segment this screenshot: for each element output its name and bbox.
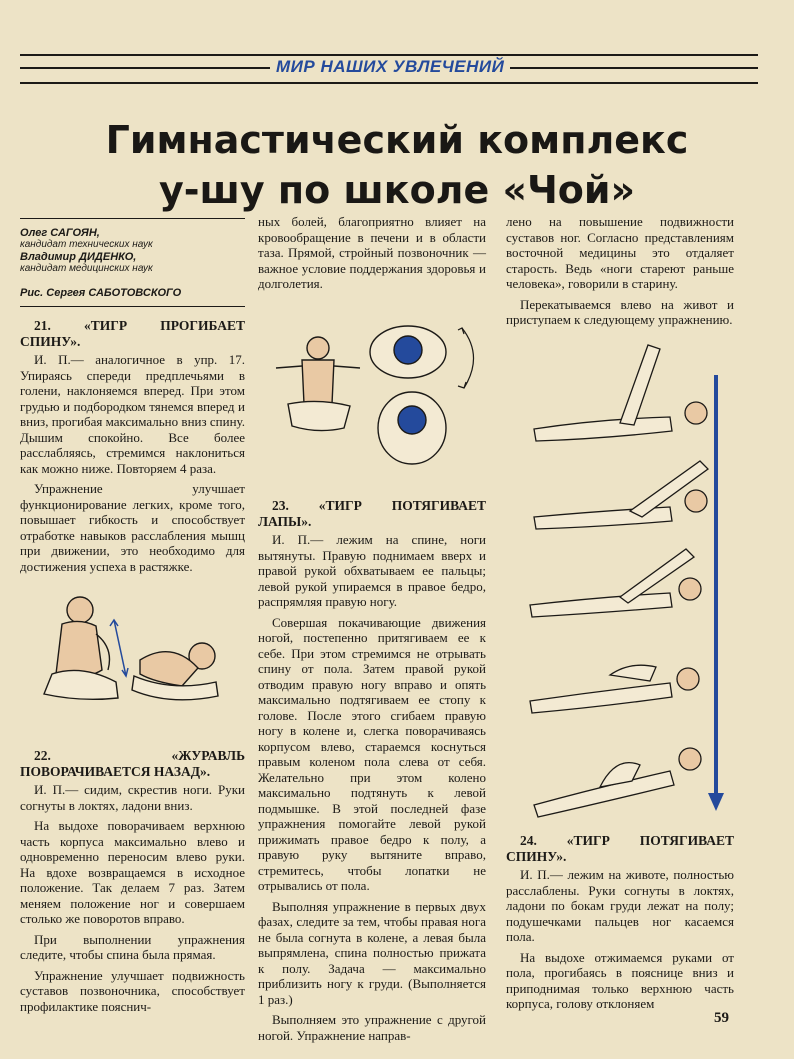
exercise-22-paragraph: На выдохе поворачиваем верхнюю часть корпуса максимально влево и одновременно переносим влево руки. На вдохе возвращаемся в исходное положение. Так делаем 7 раз. Затем меняем положение ног и совершаем столько же поворотов вправо. [20,818,245,926]
figure-legs [44,670,118,699]
figure-head [67,597,93,623]
exercise-24-paragraph: На выдохе отжимаемся руками от пола, прогибаясь в пояснице вниз и приподнимая только верхнюю часть корпуса, голову отклоняем [506,949,734,1011]
illustrator-credit: Рис. Сергея САБОТОВСКОГО [20,287,182,299]
authors-rule [20,306,245,307]
exercise-23-paragraph: Выполняем это упражнение с другой ногой. Упражнение направ- [258,1012,486,1043]
exercise-24-title: 24. «ТИГР ПОТЯГИВАЕТ СПИНУ». [506,833,734,864]
rubric-header [20,48,758,88]
pose-4 [530,665,699,713]
author1-name: Олег САГОЯН, [20,227,100,239]
page-number: 59 [714,1010,729,1026]
exercise-23-title: 23. «ТИГР ПОТЯГИВАЕТ ЛАПЫ». [258,498,486,529]
exercise-22-paragraph: При выполнении упражнения следите, чтобы спина была прямая. [20,931,245,962]
figure-head [307,337,329,359]
author2-degree: кандидат медицинских наук [20,263,153,274]
pose-5 [534,748,701,817]
column-1-top [20,318,245,579]
figure-torso [302,360,334,404]
figure-torso [56,621,102,677]
rubric-rule-top [20,54,758,56]
author1-degree: кандидат технических наук [20,239,153,250]
exercise-23-illustration [500,335,750,825]
exercise-22-paragraph: И. П.— сидим, скрестив ноги. Руки согнуты в локтях, ладони вниз. [20,782,245,813]
rubric-rule-bottom [20,82,758,84]
figure-head-top [394,336,422,364]
exercise-23-paragraph: Выполняя упражнение в первых двух фазах, следите за тем, чтобы правая нога не была согнута в колене, а левая была выпрямлена, спина полностью прижата к полу. Задача — максимально приблизить ногу к груди. (Выполняется 1 раз.) [258,898,486,1007]
article-title-line2: у-шу по школе «Чой» [158,168,636,212]
figure-legs [288,401,350,430]
exercise-23-paragraph: Совершая покачивающие движения ногой, постепенно притягиваем ее к себе. При этом стремимся не отрывать спину от пола. Затем правой рукой отводим правую ногу вправо и опять максимально подтягиваем ее стопу к голове. После этого сгибаем правую ногу в колене и, слегка поворачиваясь корпусом влево, стараемся коснуться правым коленом пола слева от себя. Желательно при этом колено максимально подтянуть к левой подмышке. В этой последней фазе упражнения помогайте левой рукой прижимать правое бедро к полу, а правую руку вытяните вправо, стремитесь, чтобы лопатки не отрывались от пола. [258,614,486,893]
column-1-bottom [20,748,245,1019]
rotation-arrow-icon [458,328,474,388]
exercise-21-title: 21. «ТИГР ПРОГИБАЕТ СПИНУ». [20,318,245,349]
exercise-22-illustration [262,308,490,486]
pose-1 [534,345,707,441]
exercise-21-illustration [22,590,244,715]
column-2-continuation: ных болей, благоприятно влияет на кровообращение в печени и в области таза. Прямой, стройный позвоночник — важное условие поддержания здоровья и долголетия. [258,214,486,291]
exercise-24-paragraph: И. П.— лежим на животе, полностью расслаблены. Руки согнуты в локтях, ладони по бокам груди лежат на полу; подушечками пальцев ног касаемся пола. [506,867,734,944]
column-2-bottom [258,498,486,1048]
article-title-line1: Гимнастический комплекс [105,118,689,162]
column-2-top [258,214,486,297]
pose-2 [534,461,708,529]
motion-arrow-icon [110,620,128,676]
exercise-22-title: 22. «ЖУРАВЛЬ ПОВОРАЧИВАЕТСЯ НАЗАД». [20,748,245,779]
column-3-bottom [506,833,734,1017]
exercise-23-paragraph: И. П.— лежим на спине, ноги вытянуты. Правую поднимаем вверх и правой рукой обхватываем ее пальцы; левой рукой упираемся в правое бедро, распрямляя правую ногу. [258,532,486,609]
exercise-22-paragraph: Упражнение улучшает подвижность суставов позвоночника, способствует профилактике пояснич- [20,967,245,1014]
exercise-21-paragraph: И. П.— аналогичное в упр. 17. Упираясь спереди предплечьями в голени, наклоняемся вперед. При этом грудью и подбородком тянемся вперед и вниз, прогибая максимально вниз спину. Дышим спокойно. Все более расслабляясь, стремимся наклониться как можно ниже. Повторяем 4 раза. [20,352,245,476]
down-arrow-icon [708,375,724,811]
exercise-21-paragraph: Упражнение улучшает функционирование легких, кроме того, повышает гибкость и способствует отработке навыков расслабления мышц при движении, это необходимо для достижения успеха в растяжке. [20,481,245,574]
pose-3 [530,549,701,617]
rubric-label: МИР НАШИХ УВЛЕЧЕНИЙ [270,57,510,77]
column-3-top [506,214,734,333]
column-3-paragraph: Перекатываемся влево на живот и приступаем к следующему упражнению. [506,296,734,327]
column-3-continuation: лено на повышение подвижности суставов ног. Согласно представлениям восточной медицины это отдаляет старость. Ведь «ноги стареют раньше человека», говорили в старину. [506,214,734,291]
author2-name: Владимир ДИДЕНКО, [20,251,137,263]
authors-block [20,218,245,299]
figure-head-top [398,406,426,434]
